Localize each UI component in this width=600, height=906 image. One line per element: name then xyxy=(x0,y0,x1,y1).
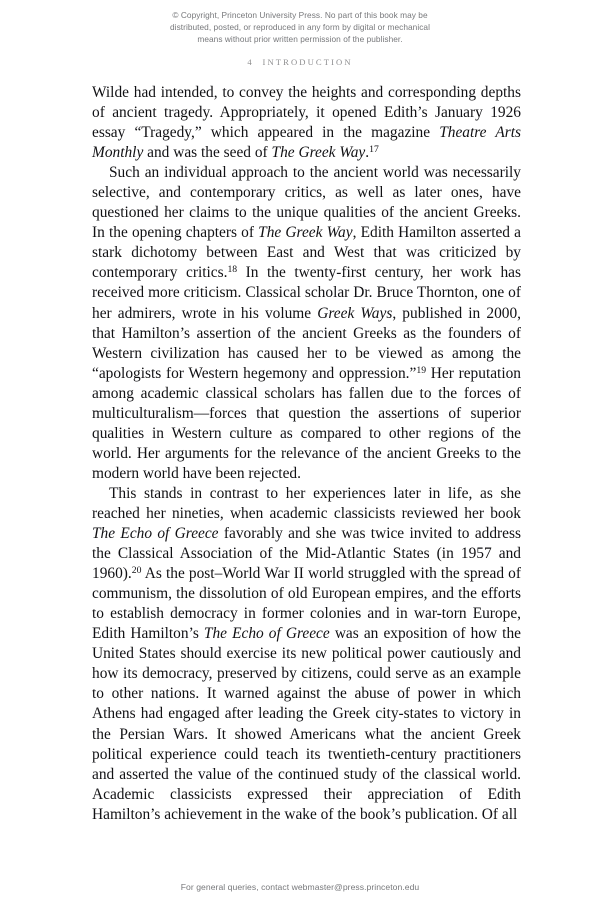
copyright-line-3: means without prior written permission of the publisher. xyxy=(197,34,403,45)
copyright-line-1: © Copyright, Princeton University Press. No part of this book may be xyxy=(172,10,428,20)
italic-title: The Echo of Greece xyxy=(203,625,330,643)
copyright-notice xyxy=(0,9,600,46)
footnote-marker: 18 xyxy=(227,264,238,276)
running-head xyxy=(0,57,600,68)
body-paragraph: Wilde had intended, to convey the heights and corresponding depths of ancient tragedy. Appropriately, it opened Edith’s January 1926 essay “Tragedy,” which appeared in the magazine Theatre Arts Monthly and was the seed of The Greek Way.$^{17}$ xyxy=(92,84,521,162)
footnote-marker: 20 xyxy=(131,565,142,577)
copyright-line-2: distributed, posted, or reproduced in any form by digital or mechanical xyxy=(170,22,430,33)
body-paragraph: This stands in contrast to her experiences later in life, as she reached her nineties, when academic classicists reviewed her book The Echo of Greece favorably and she was twice invited to address the Classical Association of the Mid-Atlantic States (in 1957 and 1960).$^{20}$ As the post–World War II world struggled with the spread of communism, the dissolution of old European empires, and the efforts to establish democracy in former colonies and in war-torn Europe, Edith Hamilton’s The Echo of Greece was an exposition of how the United States should exercise its new political power cautiously and how its democracy, preserved by citizens, could serve as an example to other nations. It warned against the abuse of power in which Athens had engaged after leading the Greek city-states to victory in the Persian Wars. It showed Americans what the ancient Greek political experience could teach its twentieth-century practitioners and asserted the value of the continued study of the classical world. Academic classicists expressed their appreciation of Edith Hamilton’s achievement in the wake of the book’s publication. Of all xyxy=(92,484,521,823)
italic-title: The Greek Way xyxy=(258,224,353,242)
page-folio-number: 4 xyxy=(247,57,254,67)
page-footer: For general queries, contact webmaster@press.princeton.edu xyxy=(180,882,420,892)
italic-title: The Greek Way xyxy=(271,144,366,162)
italic-title: Theatre Arts Monthly xyxy=(92,124,521,162)
footnote-marker: 19 xyxy=(416,364,427,376)
body-text-block xyxy=(92,83,521,825)
italic-title: Greek Ways xyxy=(317,304,393,322)
running-head-title: INTRODUCTION xyxy=(262,57,353,67)
footnote-marker: 17 xyxy=(369,144,379,156)
italic-title: The Echo of Greece xyxy=(92,525,219,543)
body-paragraph: Such an individual approach to the ancient world was necessarily selective, and contemporary critics, as well as later ones, have questioned her claims to the unique qualities of the ancient Greeks. In the opening chapters of The Greek Way, Edith Hamilton asserted a stark dichotomy between East and West that was criticized by contemporary critics.$^{18}$ In the twenty-first century, her work has received more criticism. Classical scholar Dr. Bruce Thornton, one of her admirers, wrote in his volume Greek Ways, published in 2000, that Hamilton’s assertion of the ancient Greeks as the founders of Western civilization has caused her to be viewed as among the “apologists for Western hegemony and oppression.”$^{19}$ Her reputation among academic classical scholars has fallen due to the forces of multiculturalism—forces that question the assertions of superior qualities in Western culture as compared to other regions of the world. Her arguments for the relevance of the ancient Greeks to the modern world have been rejected. xyxy=(92,164,522,482)
